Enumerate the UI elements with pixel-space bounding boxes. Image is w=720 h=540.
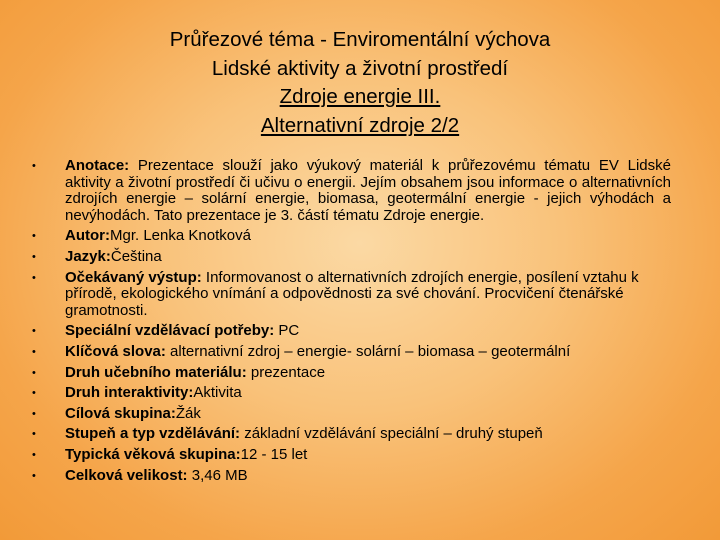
- title-line-subject: Lidské aktivity a životní prostředí: [211, 56, 509, 80]
- item-label: Anotace:: [65, 157, 130, 174]
- title-line-topic: Průřezové téma - Enviromentální výchova: [169, 28, 551, 51]
- bullet-icon: •: [32, 271, 36, 284]
- title-line-unit: Zdroje energie III.: [279, 85, 441, 108]
- bullet-icon: •: [32, 387, 36, 400]
- list-item-annotation: [0, 158, 671, 224]
- item-value: Prezentace slouží jako výukový materiál k průřezovému tématu EV Lidské aktivity a životní prostředí či učivu o energii. Jejím obsahem jsou informace o alternativních zdrojích energie – solární energie, biomasa, geotermální energie - jejich výhodách a nevýhodách. Tato prezentace je 3. částí tématu Zdroje energie.: [65, 157, 671, 224]
- bullet-icon: •: [32, 469, 36, 482]
- item-value: 12 - 15 let: [240, 445, 308, 463]
- bullet-icon: •: [32, 250, 36, 263]
- item-label: Stupeň a typ vzdělávání:: [65, 425, 241, 443]
- list-item-interactivity: [0, 385, 671, 402]
- list-item-author: [0, 228, 671, 245]
- item-value: alternativní zdroj – energie- solární – biomasa – geotermální: [165, 342, 571, 360]
- item-label: Cílová skupina:: [65, 404, 176, 422]
- item-label: Klíčová slova:: [65, 342, 166, 360]
- item-label: Druh interaktivity:: [65, 384, 194, 402]
- list-item-age-group: [0, 447, 671, 464]
- item-label: Jazyk:: [65, 247, 111, 265]
- item-value: základní vzdělávání speciální – druhý stupeň: [240, 425, 543, 443]
- item-label: Očekávaný výstup:: [65, 268, 202, 286]
- list-item-target-group: [0, 406, 671, 423]
- bullet-icon: •: [32, 230, 36, 243]
- list-item-total-size: [0, 468, 671, 485]
- item-label: Speciální vzdělávací potřeby:: [65, 322, 275, 340]
- item-value: PC: [274, 322, 300, 340]
- bullet-icon: •: [32, 366, 36, 379]
- item-label: Druh učebního materiálu:: [65, 363, 247, 381]
- item-value: Mgr. Lenka Knotková: [110, 227, 251, 245]
- bullet-icon: •: [32, 407, 36, 420]
- bullet-icon: •: [32, 325, 36, 338]
- item-value: Žák: [175, 404, 201, 422]
- list-item-material-type: [0, 365, 671, 382]
- bullet-icon: •: [32, 160, 36, 172]
- list-item-special-needs: [0, 323, 671, 340]
- item-value: prezentace: [246, 363, 326, 381]
- item-label: Celková velikost:: [65, 466, 188, 484]
- item-value: Čeština: [110, 247, 162, 265]
- list-item-keywords: [0, 344, 671, 361]
- item-value: 3,46 MB: [187, 466, 248, 484]
- list-item-language: [0, 249, 671, 266]
- bullet-icon: •: [32, 428, 36, 441]
- item-value: Aktivita: [193, 384, 242, 402]
- bullet-icon: •: [32, 448, 36, 461]
- item-label: Autor:: [65, 227, 110, 245]
- item-label: Typická věková skupina:: [65, 445, 241, 463]
- list-item-education-level: [0, 426, 671, 443]
- title-line-part: Alternativní zdroje 2/2: [260, 113, 460, 137]
- metadata-list: [0, 158, 720, 488]
- slide-title: [0, 26, 720, 140]
- bullet-icon: •: [32, 345, 36, 358]
- item-value: Informovanost o alternativních zdrojích energie, posílení vztahu k přírodě, ekologického vnímání a odpovědnosti za své chování. Procvičení čtenářské gramotnosti.: [65, 268, 639, 319]
- list-item-expected-outcome: [0, 270, 671, 320]
